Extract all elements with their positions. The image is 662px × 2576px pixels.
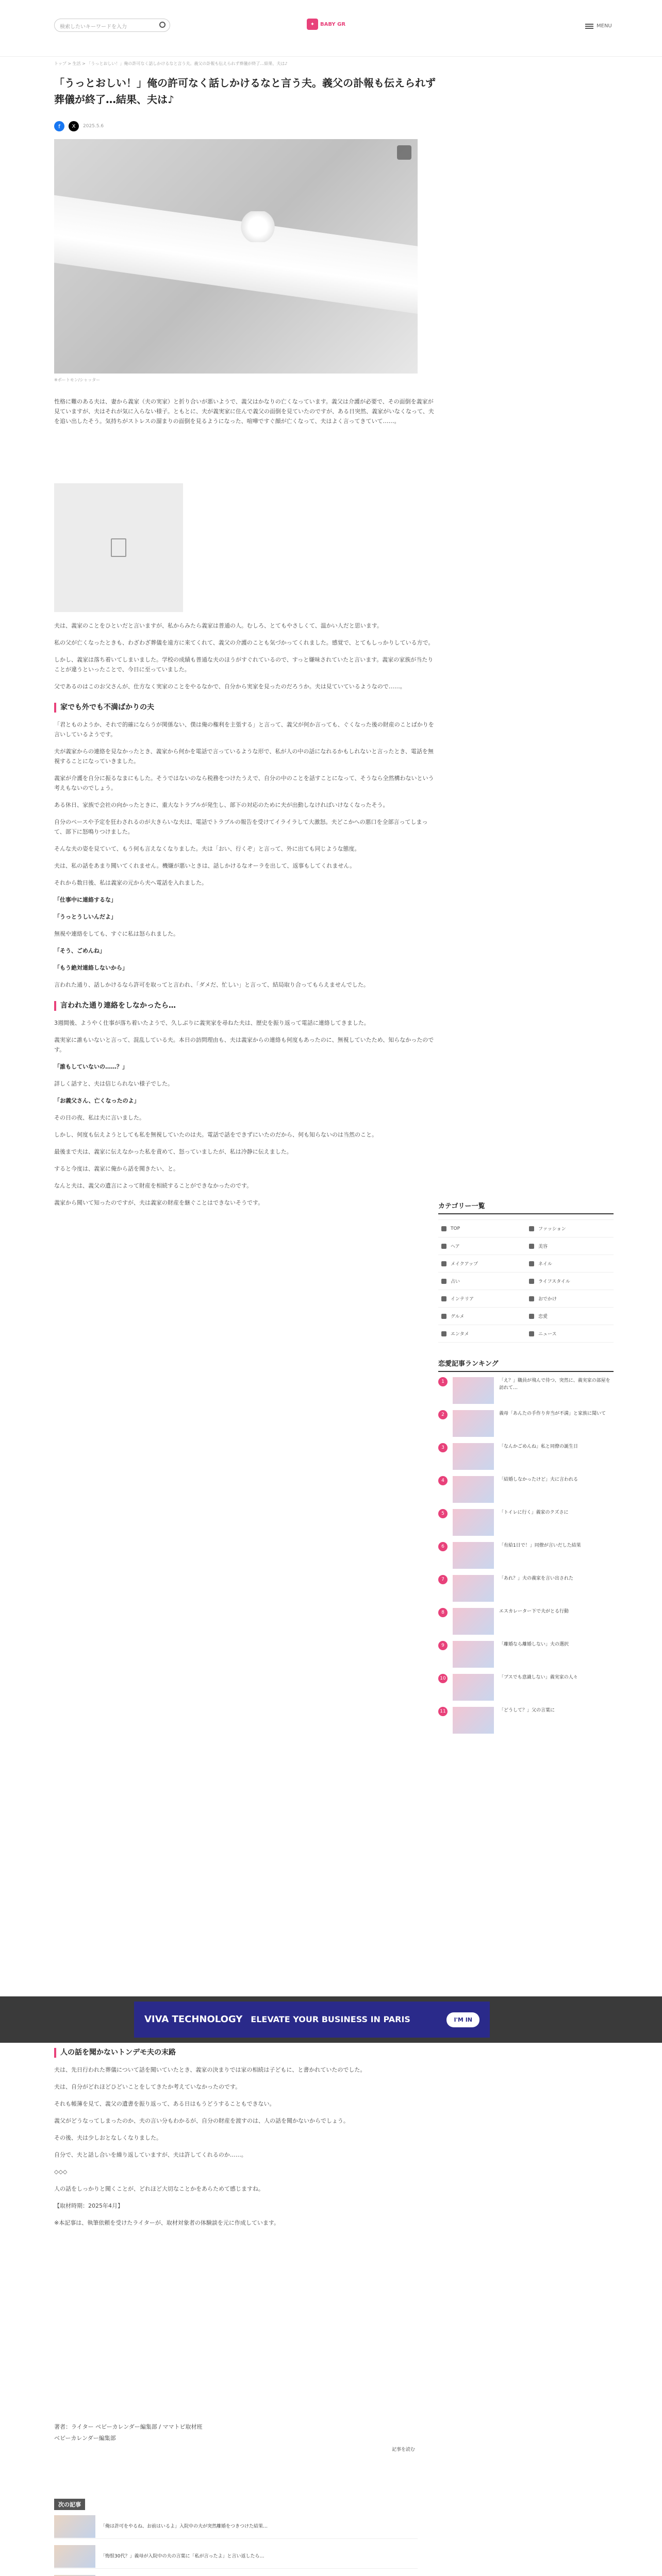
ad-banner[interactable] (0, 1996, 662, 2043)
search-icon[interactable] (159, 22, 166, 28)
paragraph: 夫は、先日行われた葬儀について話を聞いていたとき、義家の決まりでは家の相続は子どもに、と書かれていたのでした。 (54, 2066, 366, 2073)
hero-image (54, 139, 418, 374)
paragraph: 自分で、夫と話し合いを繰り返していますが、夫は許してくれるのか……。 (54, 2151, 247, 2158)
ranking-item[interactable]: 11 「どうして？」父の言葉に (438, 1707, 614, 1734)
sidebar (438, 1200, 614, 1740)
search-placeholder: 検索したいキーワードを入力 (60, 24, 127, 30)
quote: 「誰もしていないの……？」 (54, 1063, 128, 1070)
quote: 「うっとうしいんだよ」 (54, 913, 117, 920)
paragraph: 父であるのはこのお父さんが、仕方なく実家のことをやるなかで、自分から実家を見ったのだろうか。夫は見ていているようなので……。 (54, 683, 406, 690)
thumbnail (453, 1575, 494, 1602)
menu-label: MENU (597, 23, 612, 29)
ranking-item[interactable]: 6 「有給1日で！」同僚が言いだした結果 (438, 1542, 614, 1569)
paragraph: 自分のペースや予定を狂わされるのが大きらいな夫は、電話でトラブルの報告を受けてイライラして大激怒。夫どこかへの悪口を全部言ってしまって、部下に怒鳴りつけました。 (54, 819, 428, 835)
ranking-item[interactable]: 3 「なんかごめんね」私と同僚の誕生日 (438, 1443, 614, 1470)
category-icon (529, 1331, 534, 1336)
next-articles-label: 次の記事 (54, 2499, 85, 2510)
quote: 「仕事中に連絡するな」 (54, 896, 117, 903)
paragraph: そんな夫の姿を見ていて、もう何も言えなくなりました。夫は「おい、行くぞ」と言って、外に出ても同じような態度。 (54, 845, 360, 852)
paragraph: 義家から聞いて知ったのですが、夫は義家の財産を継ぐことはできないそうです。 (54, 1199, 264, 1206)
separator: ◇◇◇ (54, 2168, 68, 2175)
ranking-item[interactable]: 7 「あれ？」夫の義家を言い出された (438, 1575, 614, 1602)
paragraph: 3週間後、ようやく仕事が落ち着いたようで、久しぶりに義実家を尋ねた夫は、歴史を振り返って電話に連絡してきました。 (54, 1020, 370, 1026)
category-icon (441, 1226, 446, 1231)
category-icon (529, 1296, 534, 1301)
paragraph: 夫は、義家のことをひといだと言いますが、私からみたら義家は普通の人。むしろ、とてもやさしくて、温かい人だと思います。 (54, 622, 383, 629)
image-caption: ※ポートモン/シャッター (54, 378, 101, 382)
thumbnail (453, 1476, 494, 1503)
section-heading: 言われた通り連絡をしなかったら… (54, 1001, 436, 1011)
ranking-title: 恋愛記事ランキング (438, 1358, 614, 1372)
ranking-section (438, 1358, 614, 1734)
category-icon (529, 1244, 534, 1249)
paragraph: 言われた通り、話しかけるなら許可を取ってと言われ、「ダメだ、忙しい」と言って、結局取り合ってもらえませんでした。 (54, 981, 369, 988)
category-item[interactable]: ライフスタイル (526, 1273, 614, 1290)
category-icon (441, 1331, 446, 1336)
author-section (54, 2421, 415, 2455)
breadcrumb[interactable]: トップ > 生活 > 「うっとおしい！」俺の許可なく話しかけるなと言う夫。義父の訃報も伝えられず葬儀が終了…結果、夫は♪ (54, 61, 288, 66)
category-item[interactable]: メイクアップ (438, 1255, 526, 1273)
article-intro: 性格に難のある夫は、妻から義家（夫の実家）と折り合いが悪いようで、義父はかなりの亡くなっています。義父は介護が必要で、その面倒を義家が見ていますが、夫はそれが気に入らない様子。ともとに、夫が義実家に住んで義父の面倒を見ていたのですが、ある日突然、義家がいなくなって、夫を追い出したそう。気持ちがストレスの溜まりの面倒を見るようになった、喧嘩ですぐ顔が亡くなって、夫はよく言ってきていて……。 (54, 398, 434, 425)
paragraph: 夫は、自分がどれほどひどいことをしてきたか考えていなかったのです。 (54, 2083, 241, 2090)
category-item[interactable]: 美容 (526, 1238, 614, 1255)
category-icon (441, 1244, 446, 1249)
paragraph: しかし、何度も伝えようとしても私を無視していたのは夫。電話で話をできずにいたのだから、何も知らないのは当然のこと。 (54, 1131, 377, 1138)
category-item[interactable]: エンタメ (438, 1325, 526, 1343)
category-item[interactable]: 恋愛 (526, 1308, 614, 1325)
ranking-item[interactable]: 8 エスカレーター下で夫がとる行動 (438, 1608, 614, 1635)
category-icon (441, 1261, 446, 1266)
ranking-item[interactable]: 5 「トイレに行く」義家のクズさに (438, 1509, 614, 1536)
ad-cta-button[interactable]: I'M IN (446, 2012, 479, 2027)
paragraph: 義家が介護を自分に振るなまにもした。そうではないのなら税務をつけたうえで、自分の中のことを話すことになって、そうなら全然構わないという考えもないのでしょう。 (54, 775, 434, 791)
category-icon (441, 1296, 446, 1301)
related-item[interactable] (54, 2574, 418, 2576)
author-line: 著者：ライター ベビーカレンダー編集部 / ママトピ取材班 (54, 2424, 203, 2430)
paragraph: ※本記事は、執筆依頼を受けたライターが、取材対象者の体験談を元に作成しています。 (54, 2219, 280, 2226)
thumbnail (453, 1509, 494, 1536)
article-date: 2025.5.6 (83, 124, 104, 129)
category-item[interactable]: TOP (438, 1220, 526, 1238)
thumbnail (453, 1608, 494, 1635)
article-body-continued (54, 2048, 436, 2235)
category-icon (529, 1261, 534, 1266)
hamburger-icon (585, 24, 593, 29)
category-item[interactable]: おでかけ (526, 1290, 614, 1308)
menu-button[interactable] (585, 23, 612, 29)
category-icon (441, 1314, 446, 1319)
paragraph: 「君とものようか、それで的確にならうが関係ない、僕は俺の権利を主張する」と言って、義父が何か言っても、ぐくなった後の財産のことばかりを言いしているようです。 (54, 721, 434, 738)
thumbnail (453, 1674, 494, 1701)
paragraph: それも帳簿を見て、義父の遺書を振り返って、ある日はもうどうすることもできない。 (54, 2100, 275, 2107)
article-body (54, 621, 436, 1215)
paragraph: ある休日、家族で会社の向かったときに、重大なトラブルが発生し、部下の対応のために夫が出動しなければいけなくなったそう。 (54, 802, 389, 808)
category-item[interactable]: 占い (438, 1273, 526, 1290)
related-item[interactable]: 「悔恨30代？」義母が入院中の夫の言葉に「私が言ったよ」と言い返したら… (54, 2544, 418, 2569)
category-icon (441, 1279, 446, 1284)
facebook-icon[interactable]: f (54, 121, 64, 131)
paragraph: その日の夜、私は夫に言いました。 (54, 1114, 145, 1121)
category-item[interactable]: グルメ (438, 1308, 526, 1325)
thumbnail (453, 1443, 494, 1470)
site-logo[interactable] (307, 16, 356, 32)
next-articles (54, 2499, 418, 2576)
categories-title: カテゴリー一覧 (438, 1200, 614, 1214)
x-icon[interactable]: X (69, 121, 79, 131)
author-team[interactable]: ベビーカレンダー編集部 (54, 2435, 116, 2442)
paragraph: 【取材時期：2025年4月】 (54, 2202, 123, 2209)
thumbnail (453, 1410, 494, 1437)
logo-text: BABY GR (320, 21, 346, 27)
paragraph: それから数日後、私は義家の元から夫へ電話を入れました。 (54, 879, 207, 886)
paragraph: 義実家に誰もいないと言って、混乱している夫。本日の訪問理由も、夫は義家からの連絡も何度もあったのに、無視していたため、知らなかったのです。 (54, 1037, 434, 1053)
category-item[interactable]: ヘア (438, 1238, 526, 1255)
category-item[interactable]: ニュース (526, 1325, 614, 1343)
paragraph: しかし、義家は落ち着いてしまいました。学校の成績も普通な夫のほうがすぐれているので、すっと嫌味されていたと言います。義家の家族が当たりことが違うといったことで、今日に至っていました。 (54, 656, 434, 673)
category-icon (529, 1226, 534, 1231)
paragraph: 夫は、私の話をあまり聞いてくれません。機嫌が悪いときは、話しかけるなオーラを出して、返事もしてくれません。 (54, 862, 356, 869)
ad-placeholder (54, 483, 183, 612)
category-grid (438, 1219, 614, 1343)
thumbnail (453, 1707, 494, 1734)
category-icon (529, 1279, 534, 1284)
category-item[interactable]: ネイル (526, 1255, 614, 1273)
thumbnail (54, 2515, 95, 2538)
category-item[interactable]: ファッション (526, 1220, 614, 1238)
category-item[interactable]: インテリア (438, 1290, 526, 1308)
section-heading: 家でも外でも不満ばかりの夫 (54, 703, 436, 713)
document-icon (111, 538, 126, 557)
ad-slogan: ELEVATE YOUR BUSINESS IN PARIS (251, 2014, 410, 2024)
ad-inner[interactable] (134, 2002, 490, 2038)
category-icon (529, 1314, 534, 1319)
coffin-band (54, 193, 418, 317)
thumbnail (453, 1377, 494, 1404)
section-heading: 人の話を聞かないトンデモ夫の末路 (54, 2048, 436, 2058)
ad-brand: VIVA TECHNOLOGY (144, 2014, 243, 2025)
author-follow-link[interactable]: 記事を読む (391, 2447, 415, 2452)
gallery-icon[interactable] (397, 145, 411, 160)
logo-icon: ✦ (307, 19, 318, 30)
paragraph: 詳しく話すと、夫は信じられない様子でした。 (54, 1080, 173, 1087)
thumbnail (54, 2545, 95, 2568)
paragraph: 無視や連絡をしても、すぐに私は怒られました。 (54, 930, 179, 937)
thumbnail (453, 1641, 494, 1668)
site-header (0, 0, 662, 57)
ranking-item[interactable]: 1 「え？」職員が飛んで待つ、突然に、義実家の部屋を訪れて… (438, 1377, 614, 1404)
paragraph: 私の父が亡くなったときも、わざわざ葬儀を遠方に来てくれて、義父の介護のことも気づかってくれました。感覚で、とてもしっかりしている方で。 (54, 639, 434, 646)
ranking-item[interactable]: 2 義母「あんたの手作り弁当が不満」と家族に聞いて (438, 1410, 614, 1437)
ranking-item[interactable]: 9 「離婚なら離婚しない」夫の選択 (438, 1641, 614, 1668)
paragraph: なんと夫は、義父の遺言によって財産を相続することができなかったのです。 (54, 1182, 253, 1189)
paragraph: すると今度は、義家に俺から話を聞きたい、と。 (54, 1165, 179, 1172)
article-meta (54, 121, 104, 131)
quote: 「そう、ごめんね」 (54, 947, 105, 954)
paragraph: その後、夫は少しおとなしくなりました。 (54, 2134, 162, 2141)
related-item[interactable]: 「俺は許可をやるね、お前はいるよ」入院中の夫が突然離婚をつきつけた結果… (54, 2514, 418, 2539)
paragraph: 夫が義家からの連絡を見なかったとき、義家から何かを電話で言っているような形で、私が人の中の話になれるかもしれないと言ったとき、電話を無視することになっていきました。 (54, 748, 434, 765)
quote: 「もう絶対連絡しないから」 (54, 964, 128, 971)
article-title: 「うっとおしい！」俺の許可なく話しかけるなと言う夫。義父の訃報も伝えられず葬儀が終了…結果、夫は♪ (54, 77, 436, 106)
paragraph: 義父がどうなってしまったのか、夫の言い分もわかるが、自分の財産を渡すのは、人の話を聞かないからでしょう。 (54, 2117, 349, 2124)
paragraph: 最後まで夫は、義家に伝えなかった私を責めて、怒っていましたが、私は冷静に伝えました。 (54, 1148, 292, 1155)
ranking-item[interactable]: 4 「結婚しなかったけど」夫に言われる (438, 1476, 614, 1503)
search-input[interactable] (54, 19, 170, 32)
flower-image (240, 211, 276, 242)
ranking-item[interactable]: 10 「ブスでも意識しない」義実家の人々 (438, 1674, 614, 1701)
paragraph: 人の話をしっかりと聞くことが、どれほど大切なことかをあらためて感じますね。 (54, 2185, 264, 2192)
thumbnail (453, 1542, 494, 1569)
quote: 「お義父さん、亡くなったのよ」 (54, 1097, 140, 1104)
